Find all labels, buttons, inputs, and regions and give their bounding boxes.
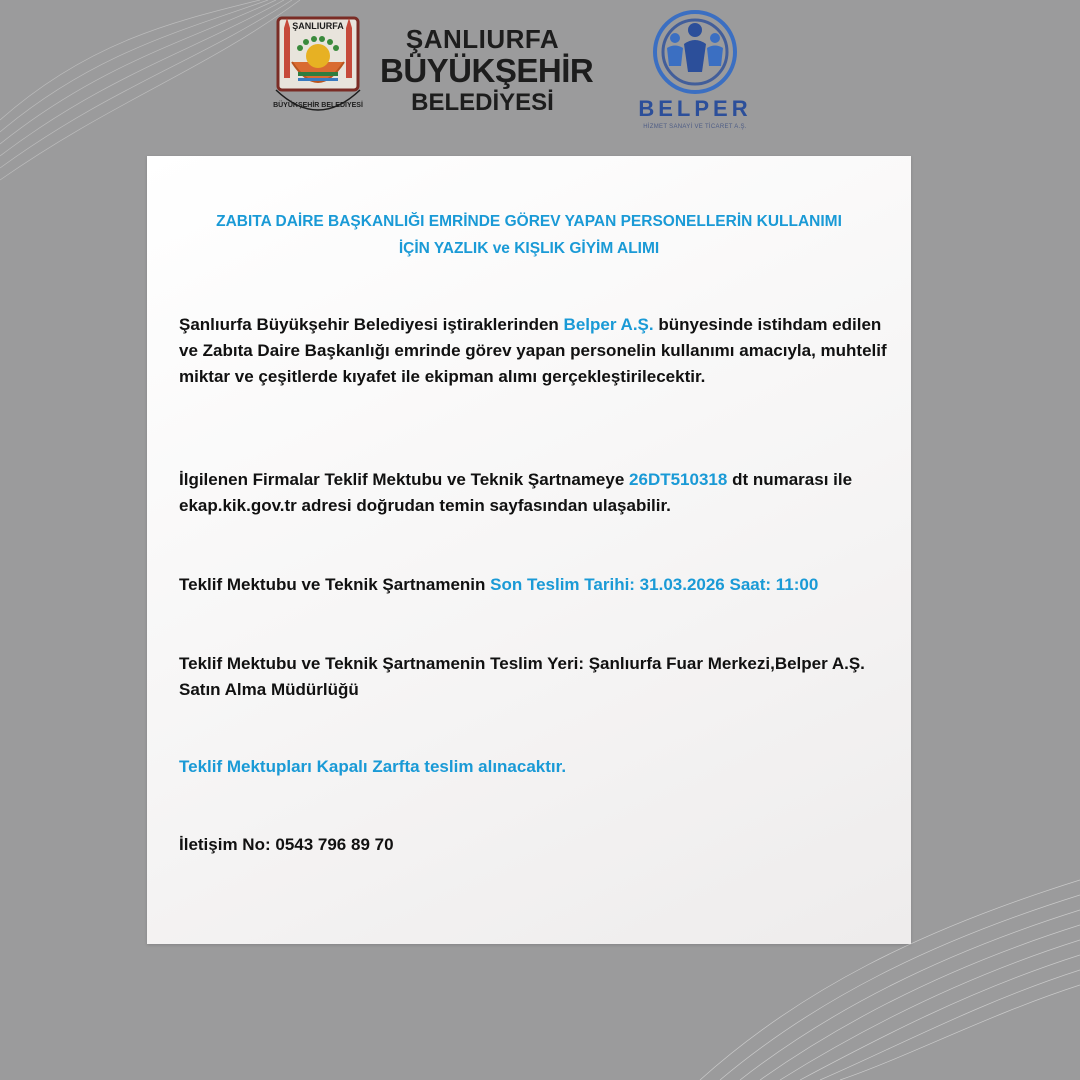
tender-code: 26DT510318 xyxy=(629,470,728,489)
contact-phone: 0543 796 89 70 xyxy=(275,835,394,854)
emblem-top-text: ŞANLIURFA xyxy=(292,21,344,31)
wordmark-line1: ŞANLIURFA xyxy=(405,24,560,54)
deadline-paragraph xyxy=(179,572,889,598)
wordmark-line2: BÜYÜKŞEHİR xyxy=(380,52,594,89)
belper-logo xyxy=(630,6,760,138)
announcement-card xyxy=(147,156,911,944)
wordmark-line3: BELEDİYESİ xyxy=(411,89,554,116)
envelope-note: Teklif Mektupları Kapalı Zarfta teslim alınacaktır. xyxy=(179,757,567,776)
location-value: Şanlıurfa Fuar Merkezi,Belper A.Ş. Satın Alma Müdürlüğü xyxy=(179,654,865,699)
deadline-value: Son Teslim Tarihi: 31.03.2026 Saat: 11:00 xyxy=(490,575,819,594)
contact-paragraph xyxy=(179,832,889,858)
location-label: Teklif Mektubu ve Teknik Şartnamenin Teslim Yeri: xyxy=(179,654,589,673)
access-text-before: İlgilenen Firmalar Teklif Mektubu ve Teknik Şartnameye xyxy=(179,470,630,489)
header-logos xyxy=(0,0,1080,150)
access-paragraph xyxy=(179,467,889,519)
access-text-after: dt numarası ile ekap.kik.gov.tr adresi doğrudan temin sayfasından ulaşabilir. xyxy=(179,470,853,515)
location-paragraph xyxy=(179,651,889,703)
municipality-emblem-logo xyxy=(270,12,366,124)
belper-subtitle: HİZMET SANAYİ VE TİCARET A.Ş. xyxy=(643,124,747,130)
company-name: Belper A.Ş. xyxy=(563,315,654,334)
announcement-title xyxy=(167,208,891,262)
belper-globe-icon xyxy=(630,6,760,98)
intro-text-before: Şanlıurfa Büyükşehir Belediyesi iştiraklerinden xyxy=(179,315,564,334)
municipality-wordmark xyxy=(380,24,594,116)
deadline-label: Teklif Mektubu ve Teknik Şartnamenin xyxy=(179,575,491,594)
title-line1: ZABITA DAİRE BAŞKANLIĞI EMRİNDE GÖREV YAPAN PERSONELLERİN KULLANIMI xyxy=(216,213,842,230)
intro-paragraph xyxy=(179,312,889,390)
title-line2: İÇİN YAZLIK ve KIŞLIK GİYİM ALIMI xyxy=(398,240,660,257)
emblem-ring-text: BÜYÜKŞEHİR BELEDİYESİ xyxy=(273,102,363,109)
intro-text-after: bünyesinde istihdam edilen ve Zabıta Daire Başkanlığı emrinde görev yapan personelin kullanımı amacıyla, muhtelif miktar ve çeşitlerde kıyafet ile ekipman alımı gerçekleştirilecektir. xyxy=(179,315,887,386)
contact-label: İletişim No: xyxy=(179,835,276,854)
belper-name: BELPER xyxy=(638,96,752,121)
